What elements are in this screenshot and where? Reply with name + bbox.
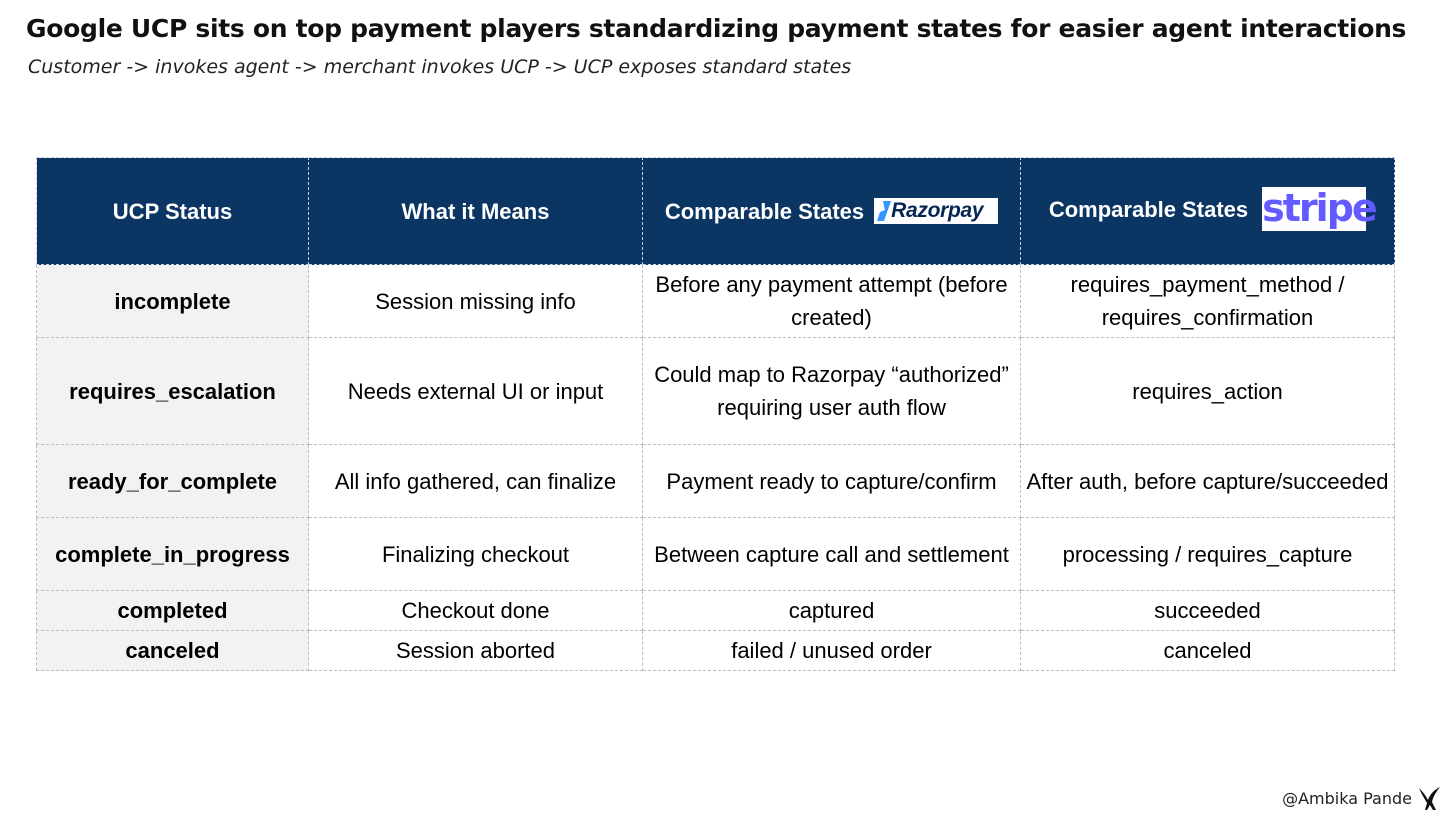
table-header-row: [37, 158, 1395, 265]
cell-razorpay: failed / unused order: [643, 631, 1021, 671]
cell-status: canceled: [37, 631, 309, 671]
table-row: [37, 265, 1395, 338]
cell-means: Session aborted: [309, 631, 643, 671]
cell-razorpay: Could map to Razorpay “authorized” requiring user auth flow: [643, 338, 1021, 445]
cell-means: Checkout done: [309, 591, 643, 631]
cell-stripe: requires_payment_method / requires_confirmation: [1021, 265, 1395, 338]
cell-stripe: succeeded: [1021, 591, 1395, 631]
cell-razorpay: captured: [643, 591, 1021, 631]
razorpay-logo-text: Razorpay: [891, 198, 984, 222]
cell-status: incomplete: [37, 265, 309, 338]
header-ucp-status: [37, 158, 309, 265]
cell-stripe: After auth, before capture/succeeded: [1021, 445, 1395, 518]
cell-means: All info gathered, can finalize: [309, 445, 643, 518]
header-razorpay-label: Comparable States: [664, 198, 865, 224]
header-ucp-status-label: UCP Status: [112, 198, 233, 224]
cell-razorpay: Before any payment attempt (before created): [643, 265, 1021, 338]
cell-means: Needs external UI or input: [309, 338, 643, 445]
cell-stripe: requires_action: [1021, 338, 1395, 445]
cell-razorpay: Payment ready to capture/confirm: [643, 445, 1021, 518]
cell-means: Finalizing checkout: [309, 518, 643, 591]
razorpay-mark-icon: [877, 201, 891, 221]
table-row: [37, 631, 1395, 671]
cell-status: requires_escalation: [37, 338, 309, 445]
cell-stripe: canceled: [1021, 631, 1395, 671]
razorpay-logo: [874, 198, 998, 224]
page-title: Google UCP sits on top payment players standardizing payment states for easier agent interactions: [26, 14, 1407, 43]
footer-credit: [1282, 784, 1442, 812]
cell-razorpay: Between capture call and settlement: [643, 518, 1021, 591]
table-row: [37, 338, 1395, 445]
header-what-it-means-label: What it Means: [401, 198, 550, 224]
status-comparison-table: [36, 157, 1395, 671]
cell-status: completed: [37, 591, 309, 631]
table-row: [37, 591, 1395, 631]
table-row: [37, 518, 1395, 591]
header-razorpay-states: [643, 158, 1021, 265]
cell-stripe: processing / requires_capture: [1021, 518, 1395, 591]
cell-status: ready_for_complete: [37, 445, 309, 518]
stripe-logo: stripe: [1262, 186, 1376, 230]
table-row: [37, 445, 1395, 518]
cell-status: complete_in_progress: [37, 518, 309, 591]
header-what-it-means: [309, 158, 643, 265]
cell-means: Session missing info: [309, 265, 643, 338]
table-body: [37, 265, 1395, 671]
bird-icon: [1416, 784, 1442, 812]
page-subtitle: Customer -> invokes agent -> merchant invokes UCP -> UCP exposes standard states: [28, 56, 852, 78]
author-credit: @Ambika Pande: [1282, 788, 1412, 808]
header-stripe-states: [1021, 158, 1395, 265]
header-stripe-label: Comparable States: [1048, 196, 1249, 222]
